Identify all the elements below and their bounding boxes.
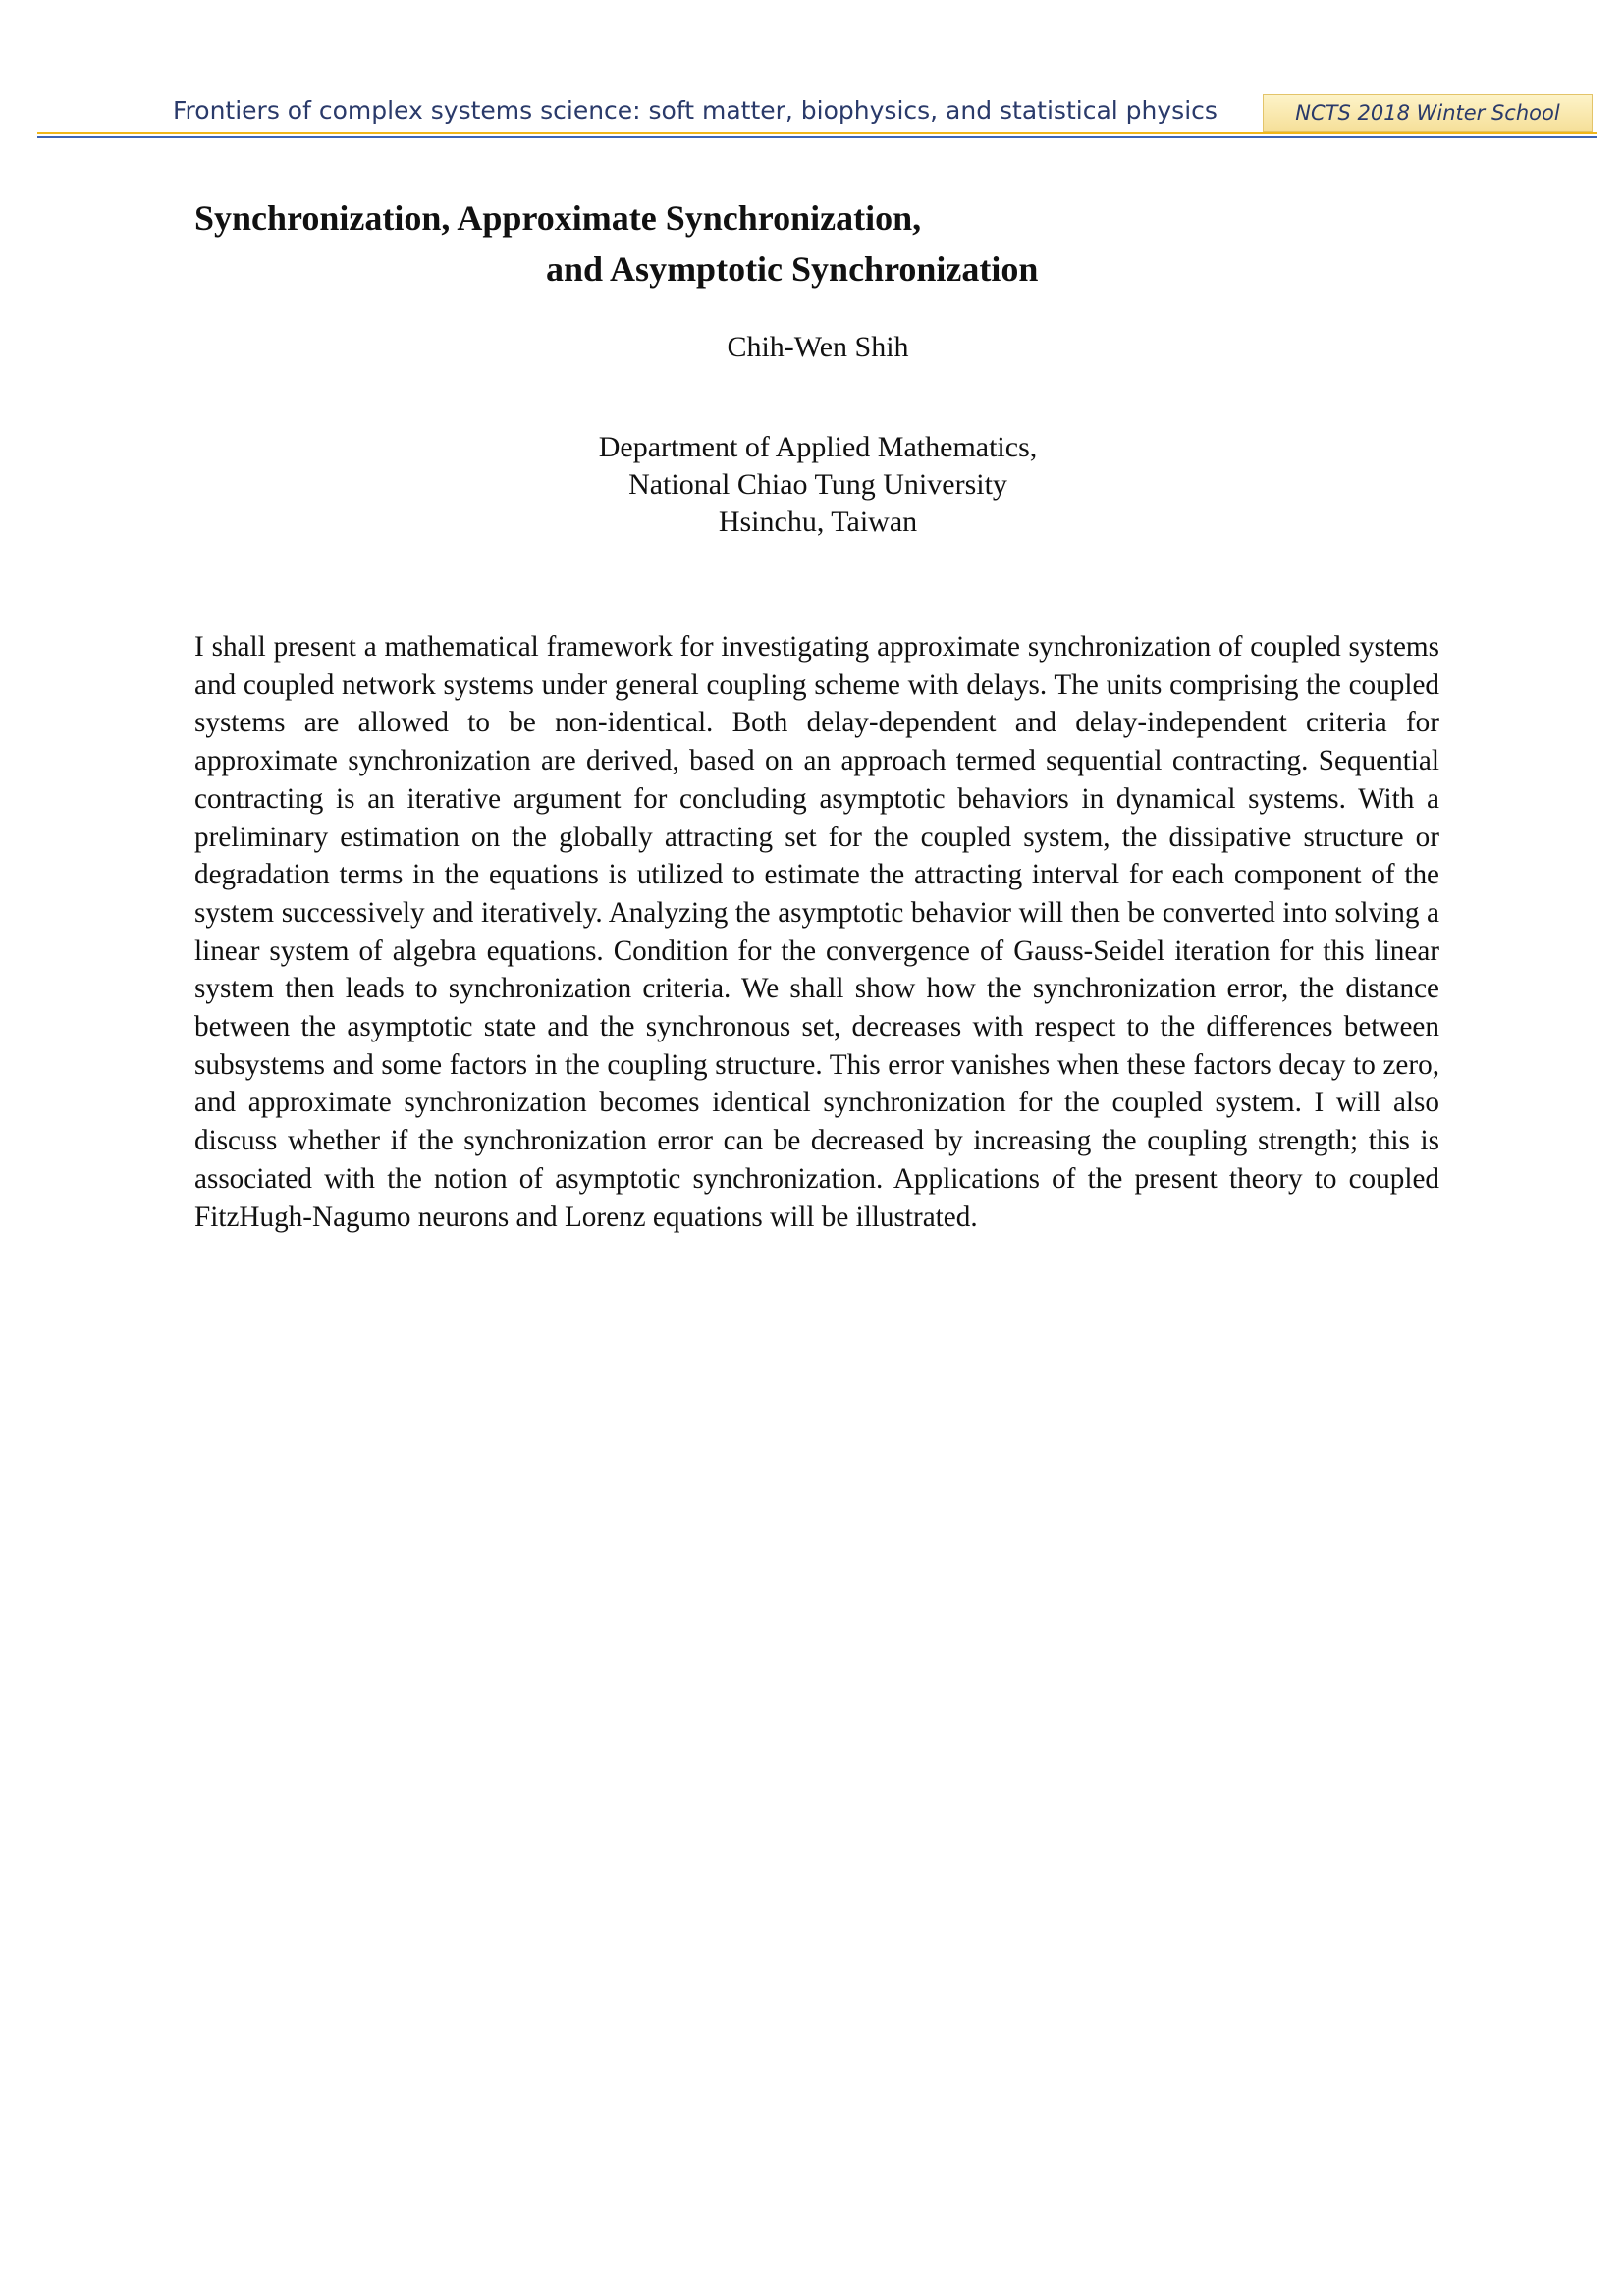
affiliation-university: National Chiao Tung University — [628, 468, 1007, 501]
school-badge: NCTS 2018 Winter School — [1263, 94, 1593, 132]
running-header — [37, 94, 1597, 141]
title-line-1: Synchronization, Approximate Synchronization, — [194, 198, 922, 238]
title-line-2: and Asymptotic Synchronization — [546, 249, 1039, 289]
affiliation-department: Department of Applied Mathematics, — [598, 431, 1038, 463]
author-name — [0, 328, 1624, 367]
paper-title — [194, 192, 1451, 294]
abstract-paragraph: I shall present a mathematical framework for investigating approximate synchronization of coupled systems and coupled network systems under general coupling scheme with delays. The units comprising the coupled systems are allowed to be non-identical. Both delay-dependent and delay-independent criteria for approximate synchronization are derived, based on an approach termed sequential contracting. Sequential contracting is an iterative argument for concluding asymptotic behaviors in dynamical systems. With a preliminary estimation on the globally attracting set for the coupled system, the dissipative structure or degradation terms in the equations is utilized to estimate the attracting interval for each component of the system successively and iteratively. Analyzing the asymptotic behavior will then be converted into solving a linear system of algebra equations. Condition for the convergence of Gauss-Seidel iteration for this linear system then leads to synchronization criteria. We shall show how the synchronization error, the distance between the asymptotic state and the synchronous set, decreases with respect to the differences between subsystems and some factors in the coupling structure. This error vanishes when these factors decay to zero, and approximate synchronization becomes identical synchronization for the coupled system. I will also discuss whether if the synchronization error can be decreased by increasing the coupling strength; this is associated with the notion of asymptotic synchronization. Applications of the present theory to coupled FitzHugh-Nagumo neurons and Lorenz equations will be illustrated. — [194, 631, 1439, 1233]
affiliation-location: Hsinchu, Taiwan — [718, 506, 918, 538]
author-text: Chih-Wen Shih — [727, 331, 909, 363]
header-rule-gold — [37, 132, 1597, 134]
affiliation — [0, 429, 1624, 541]
header-rule-blue — [37, 136, 1597, 138]
series-title: Frontiers of complex systems science: soft matter, biophysics, and statistical physics — [173, 96, 1218, 125]
